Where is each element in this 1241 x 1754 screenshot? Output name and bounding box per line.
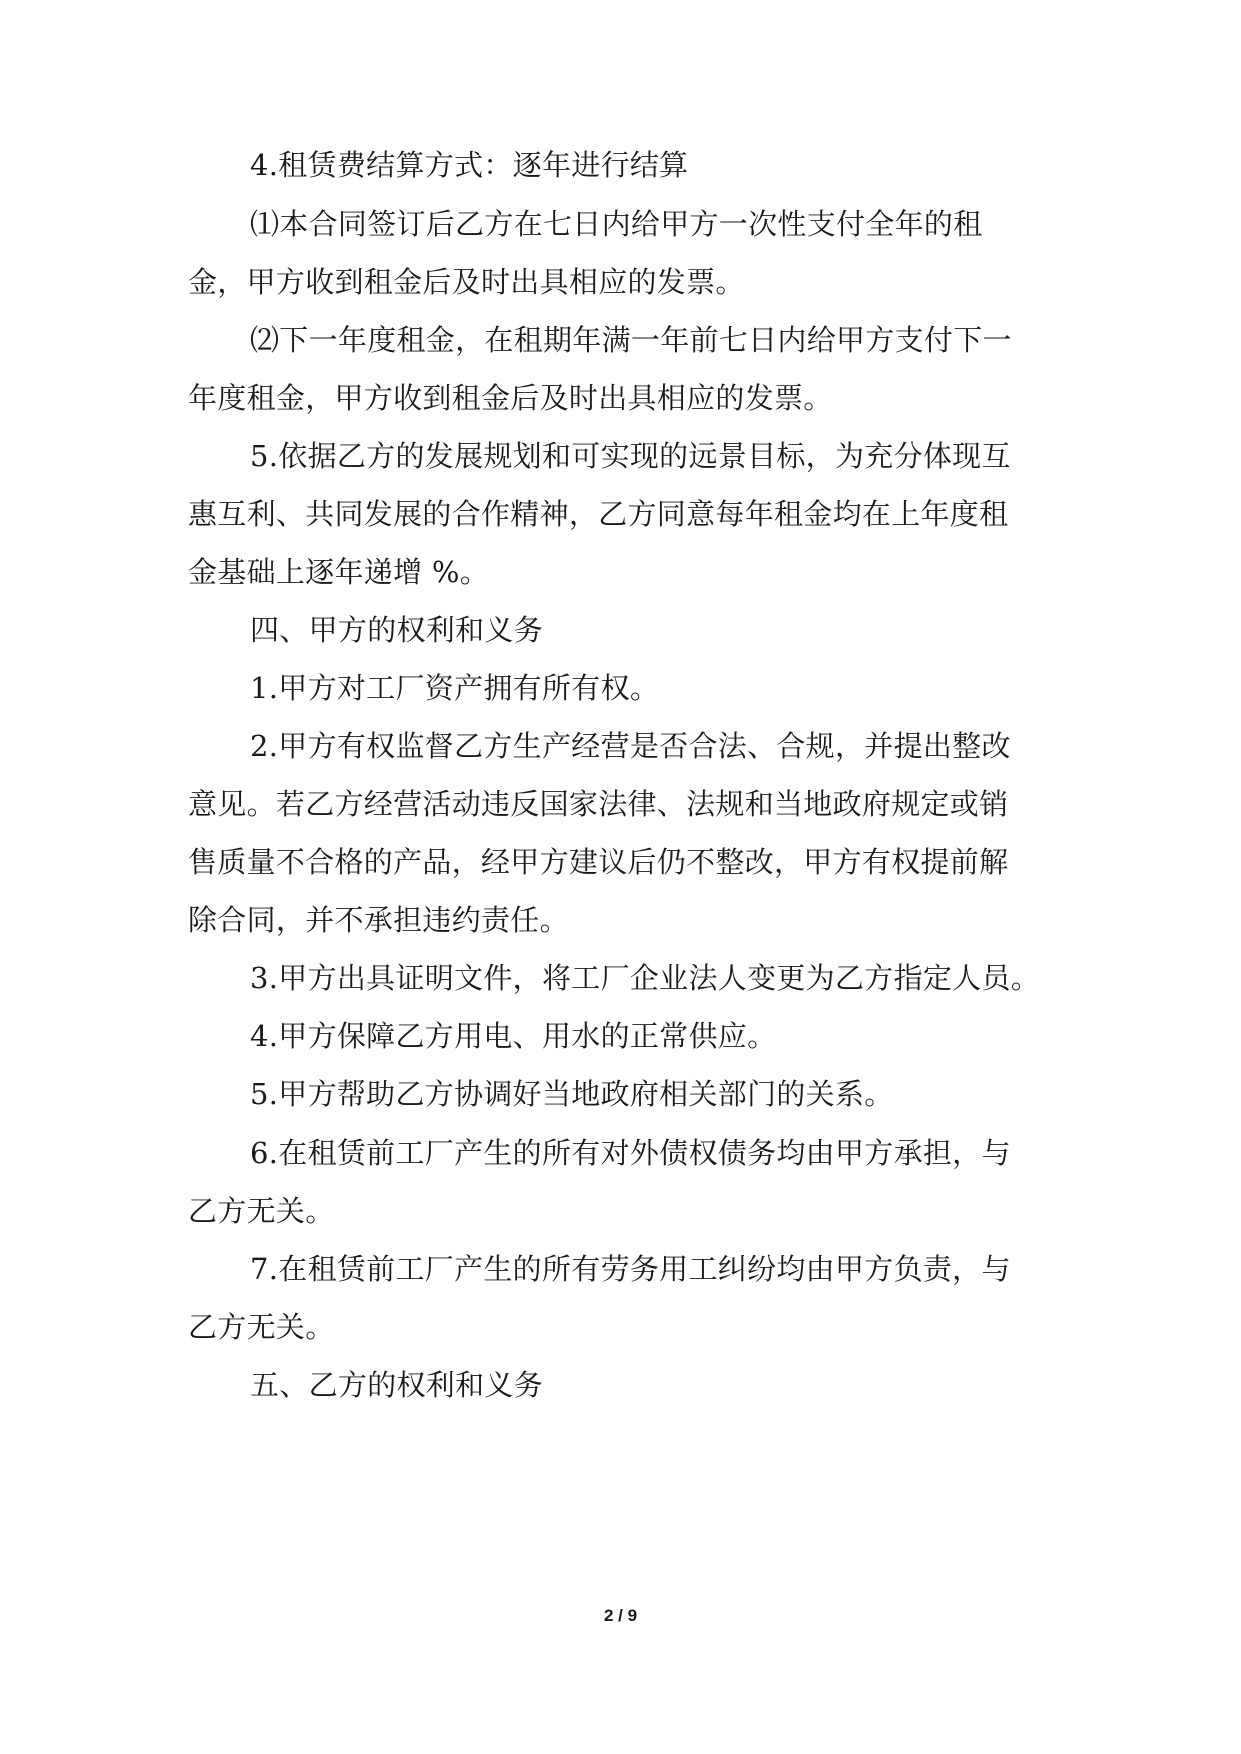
clause-line: 4.甲方保障乙方用电、用水的正常供应。 [250,1019,777,1053]
clause-line: 金基础上逐年递增 %。 [188,555,490,589]
clause-line: 3.甲方出具证明文件，将工厂企业法人变更为乙方指定人员。 [250,961,1041,995]
clause-line: 1.甲方对工厂资产拥有所有权。 [250,671,660,705]
clause-line: 6.在租赁前工厂产生的所有对外债权债务均由甲方承担，与 [250,1136,1011,1170]
clause-line: 2.甲方有权监督乙方生产经营是否合法、合规，并提出整改 [250,729,1011,763]
clause-line: 5.甲方帮助乙方协调好当地政府相关部门的关系。 [250,1077,894,1111]
clause-line: 除合同，并不承担违约责任。 [188,903,569,937]
clause-line: 乙方无关。 [188,1310,335,1344]
section-heading: 四、甲方的权利和义务 [250,613,544,647]
clause-line: 7.在租赁前工厂产生的所有劳务用工纠纷均由甲方负责，与 [250,1252,1011,1286]
clause-line: 乙方无关。 [188,1194,335,1228]
clause-line: 售质量不合格的产品，经甲方建议后仍不整改，甲方有权提前解 [188,845,1009,879]
clause-line: 金，甲方收到租金后及时出具相应的发票。 [188,265,745,299]
clause-line: ⑴本合同签订后乙方在七日内给甲方一次性支付全年的租 [250,207,983,241]
clause-line: 惠互利、共同发展的合作精神，乙方同意每年租金均在上年度租 [188,497,1009,531]
section-heading: 五、乙方的权利和义务 [250,1368,544,1402]
clause-line: 4.租赁费结算方式：逐年进行结算 [250,148,689,182]
clause-line: 5.依据乙方的发展规划和可实现的远景目标，为充分体现互 [250,439,1011,473]
clause-line: 年度租金，甲方收到租金后及时出具相应的发票。 [188,381,833,415]
clause-line: 意见。若乙方经营活动违反国家法律、法规和当地政府规定或销 [188,787,1009,821]
page-number: 2 / 9 [603,1606,638,1625]
clause-line: ⑵下一年度租金，在租期年满一年前七日内给甲方支付下一 [250,323,1012,357]
